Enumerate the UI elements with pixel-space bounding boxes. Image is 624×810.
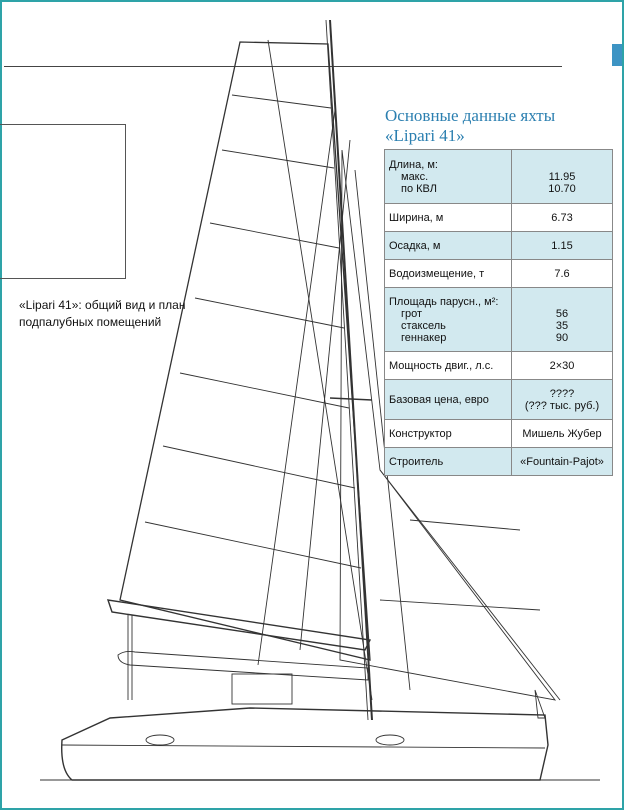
spec-value-gennaker: 90 (555, 331, 569, 344)
spec-label-designer: Конструктор (385, 420, 512, 448)
spec-value (512, 380, 613, 420)
spec-row-length (385, 150, 613, 204)
spec-label-price: Базовая цена, евро (385, 380, 512, 420)
jib-batten-1 (410, 520, 520, 530)
spec-row-displacement (385, 260, 613, 288)
boom (108, 600, 370, 650)
spec-label-displacement: Водоизмещение, т (385, 260, 512, 288)
spec-value-length-wl: 10.70 (548, 182, 576, 195)
spec-sublabel-main: грот (401, 307, 423, 320)
mast-inner (326, 20, 368, 720)
spec-value-price: ???? (549, 387, 575, 400)
spec-value-jib: 35 (555, 319, 569, 332)
cabin-window (232, 674, 292, 704)
spec-value-builder: «Fountain-Pajot» (512, 448, 613, 476)
spec-value-draft: 1.15 (512, 232, 613, 260)
spec-sublabel-max: макс. (401, 170, 429, 183)
shroud-1 (268, 40, 372, 700)
spec-label-builder: Строитель (385, 448, 512, 476)
porthole-1 (146, 735, 174, 745)
spec-value-displacement: 7.6 (512, 260, 613, 288)
batten-7 (145, 522, 361, 568)
spec-value-price-rub: (??? тыс. руб.) (524, 399, 600, 412)
batten-2 (222, 150, 334, 168)
spec-sublabel-jib: стаксель (401, 319, 446, 332)
spec-heading (385, 106, 615, 146)
spec-label (385, 288, 512, 352)
spec-row-price (385, 380, 613, 420)
bow-fitting (535, 690, 545, 718)
spec-label-draft: Осадка, м (385, 232, 512, 260)
spec-label-length: Длина, м: (389, 158, 438, 171)
hull (62, 708, 548, 780)
spec-row-beam (385, 204, 613, 232)
spreader (330, 398, 372, 400)
spec-label-engine: Мощность двиг., л.с. (385, 352, 512, 380)
spec-table (384, 149, 613, 476)
porthole-2 (376, 735, 404, 745)
spec-value-designer: Мишель Жубер (512, 420, 613, 448)
spec-label-beam: Ширина, м (385, 204, 512, 232)
spec-value-engine: 2×30 (512, 352, 613, 380)
spec-value (512, 288, 613, 352)
shroud-2 (258, 110, 335, 665)
batten-3 (210, 223, 339, 248)
spec-heading-line-2: «Lipari 41» (385, 126, 465, 145)
spec-sublabel-gennaker: геннакер (401, 331, 447, 344)
spec-row-engine (385, 352, 613, 380)
spec-label (385, 150, 512, 204)
spec-value-length-max: 11.95 (548, 170, 576, 183)
spec-value-beam: 6.73 (512, 204, 613, 232)
mast (330, 20, 372, 720)
spec-value-main: 56 (555, 307, 569, 320)
shroud-3 (300, 140, 350, 650)
spec-row-builder (385, 448, 613, 476)
hull-line (62, 745, 545, 748)
batten-6 (163, 446, 355, 488)
spec-label-sail-area: Площадь парусн., м²: (389, 295, 499, 308)
jib-batten-2 (380, 600, 540, 610)
batten-1 (232, 95, 331, 108)
spec-heading-line-1: Основные данные яхты (385, 106, 556, 125)
spec-sublabel-wl: по КВЛ (401, 182, 437, 195)
cabin-top (118, 651, 368, 680)
spec-row-designer (385, 420, 613, 448)
spec-value (512, 150, 613, 204)
figure-caption: «Lipari 41»: общий вид и план подпалубных помещений (19, 298, 186, 329)
batten-4 (195, 298, 344, 328)
spec-row-sail-area (385, 288, 613, 352)
spec-row-draft (385, 232, 613, 260)
